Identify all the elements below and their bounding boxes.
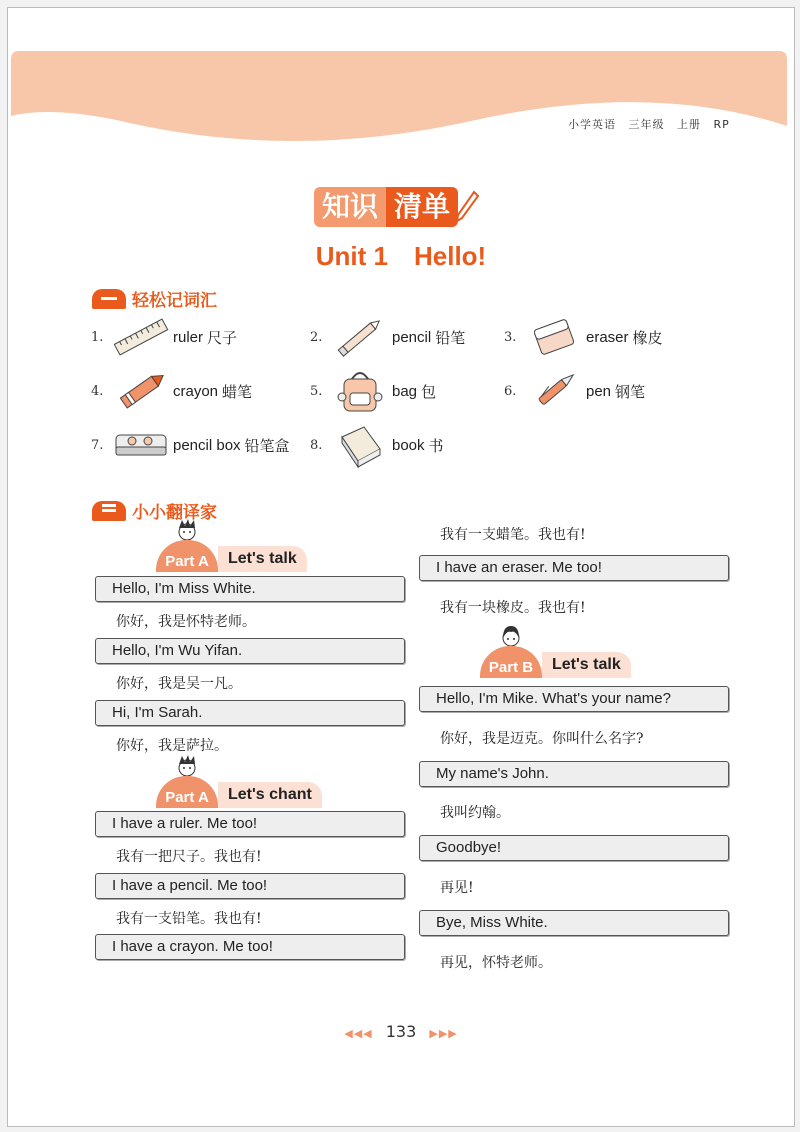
- vocab-number: 8.: [310, 437, 323, 453]
- english-sentence: My name's John.: [419, 761, 729, 787]
- chinese-translation: 你好，我是吴一凡。: [116, 676, 242, 692]
- book-icon: [330, 421, 390, 469]
- vocab-item: [504, 313, 663, 361]
- heading-part2: 清单: [386, 187, 458, 227]
- pencil-icon: [454, 190, 480, 224]
- vocab-meaning: 铅笔盒: [244, 436, 290, 455]
- vocab-meaning: 书: [428, 436, 444, 455]
- part-label: Part B: [480, 646, 542, 678]
- part-a-talk-badge: [156, 540, 307, 572]
- ruler-icon: [111, 313, 171, 361]
- english-sentence: Hello, I'm Miss White.: [95, 576, 405, 602]
- section-number-one: [92, 289, 126, 309]
- chinese-translation: 再见!: [440, 880, 474, 896]
- girl-icon: [500, 624, 522, 648]
- english-sentence: Goodbye!: [419, 835, 729, 861]
- pencil-icon: [330, 313, 390, 361]
- english-sentence: Hello, I'm Mike. What's your name?: [419, 686, 729, 712]
- part-label: Part A: [156, 776, 218, 808]
- chinese-translation: 我有一支铅笔。我也有!: [116, 911, 262, 927]
- heading-part1: 知识: [314, 187, 386, 227]
- chinese-translation: 你好，我是怀特老师。: [116, 614, 256, 630]
- english-sentence: I have a crayon. Me too!: [95, 934, 405, 960]
- prev-arrows-icon: ◀◀◀: [344, 1027, 373, 1040]
- chinese-translation: 你好，我是萨拉。: [116, 738, 228, 754]
- boy-icon: [176, 518, 198, 542]
- vocab-meaning: 橡皮: [632, 328, 663, 347]
- vocab-item: [310, 367, 436, 415]
- english-sentence: Bye, Miss White.: [419, 910, 729, 936]
- vocab-number: 5.: [310, 383, 323, 399]
- vocab-word: pencil: [392, 328, 432, 346]
- vocab-item: [91, 421, 290, 469]
- section-number-two: [92, 501, 126, 521]
- english-sentence: I have an eraser. Me too!: [419, 555, 729, 581]
- vocab-number: 2.: [310, 329, 323, 345]
- chinese-translation: 我叫约翰。: [440, 805, 510, 821]
- vocab-item: [310, 313, 465, 361]
- vocab-item: [504, 367, 645, 415]
- crayon-icon: [111, 367, 171, 415]
- book-meta: 小学英语 三年级 上册 RP: [568, 118, 730, 131]
- chinese-translation: 我有一支蜡笔。我也有!: [440, 527, 586, 543]
- page: [7, 7, 795, 1127]
- page-number: 133: [385, 1022, 417, 1041]
- vocab-meaning: 钢笔: [615, 382, 646, 401]
- eraser-icon: [524, 313, 584, 361]
- part-b-talk-badge: [480, 646, 631, 678]
- bag-icon: [330, 367, 390, 415]
- english-sentence: Hello, I'm Wu Yifan.: [95, 638, 405, 664]
- vocab-word: crayon: [173, 382, 219, 400]
- chinese-translation: 再见，怀特老师。: [440, 955, 552, 971]
- unit-title: Unit 1 Hello!: [315, 241, 487, 271]
- english-sentence: Hi, I'm Sarah.: [95, 700, 405, 726]
- section1-title: 轻松记词汇: [132, 291, 217, 311]
- vocab-number: 1.: [91, 329, 104, 345]
- vocab-item: [91, 313, 237, 361]
- pencil-box-icon: [111, 421, 171, 469]
- vocab-word: pen: [586, 382, 612, 400]
- vocab-word: eraser: [586, 328, 629, 346]
- vocab-number: 3.: [504, 329, 517, 345]
- section2-heading: [92, 498, 217, 523]
- vocab-meaning: 包: [421, 382, 437, 401]
- vocab-word: ruler: [173, 328, 204, 346]
- vocab-word: pencil box: [173, 436, 241, 454]
- part-activity: Let's chant: [218, 782, 322, 808]
- part-label: Part A: [156, 540, 218, 572]
- part-a-chant-badge: [156, 776, 322, 808]
- part-activity: Let's talk: [542, 652, 631, 678]
- chinese-translation: 你好，我是迈克。你叫什么名字?: [440, 731, 644, 747]
- chinese-translation: 我有一把尺子。我也有!: [116, 849, 262, 865]
- vocab-number: 4.: [91, 383, 104, 399]
- english-sentence: I have a pencil. Me too!: [95, 873, 405, 899]
- vocab-meaning: 尺子: [207, 328, 238, 347]
- page-footer: [7, 1022, 795, 1041]
- vocab-word: bag: [392, 382, 418, 400]
- boy-icon: [176, 754, 198, 778]
- vocab-meaning: 铅笔: [435, 328, 466, 347]
- vocab-number: 6.: [504, 383, 517, 399]
- part-activity: Let's talk: [218, 546, 307, 572]
- english-sentence: I have a ruler. Me too!: [95, 811, 405, 837]
- vocab-item: [91, 367, 252, 415]
- vocab-item: [310, 421, 444, 469]
- section2-title: 小小翻译家: [132, 503, 217, 523]
- section1-heading: [92, 286, 217, 311]
- pen-icon: [524, 367, 584, 415]
- vocab-meaning: 蜡笔: [222, 382, 253, 401]
- vocab-word: book: [392, 436, 425, 454]
- chinese-translation: 我有一块橡皮。我也有!: [440, 600, 586, 616]
- next-arrows-icon: ▶▶▶: [429, 1027, 458, 1040]
- page-heading: [314, 184, 480, 230]
- vocab-number: 7.: [91, 437, 104, 453]
